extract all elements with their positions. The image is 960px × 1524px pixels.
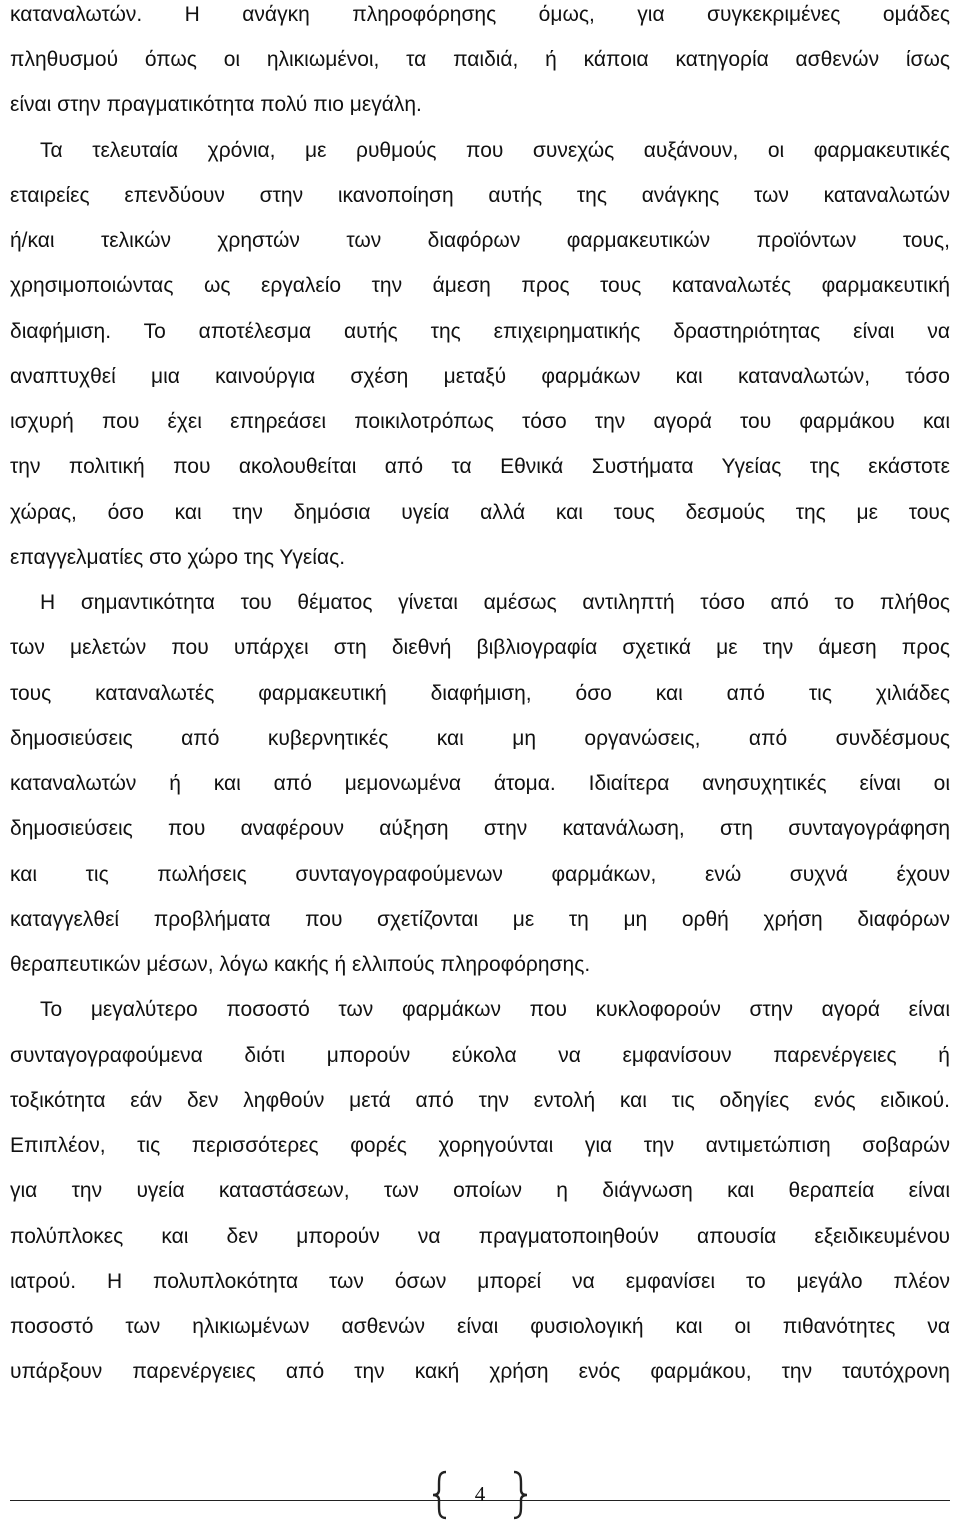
text-line: για την υγεία καταστάσεων, των οποίων η διάγνωση και θεραπεία είναι	[10, 1179, 950, 1202]
text-line: επαγγελματίες στο χώρο της Υγείας.	[10, 546, 346, 569]
text-line: την πολιτική που ακολουθείται από τα Εθνικά Συστήματα Υγείας της εκάστοτε	[10, 455, 950, 478]
text-line: Επιπλέον, τις περισσότερες φορές χορηγούνται για την αντιμετώπιση σοβαρών	[10, 1134, 950, 1157]
text-line: ισχυρή που έχει επηρεάσει ποικιλοτρόπως τόσο την αγορά του φαρμάκου και	[10, 410, 950, 433]
text-line: τοξικότητα εάν δεν ληφθούν μετά από την εντολή και τις οδηγίες ενός ειδικού.	[10, 1089, 950, 1112]
paragraph-first-line: Τα τελευταία χρόνια, με ρυθμούς που συνεχώς αυξάνουν, οι φαρμακευτικές	[40, 139, 950, 162]
paragraph-first-line: Το μεγαλύτερο ποσοστό των φαρμάκων που κυκλοφορούν στην αγορά είναι	[40, 998, 950, 1021]
text-line: καταναλωτών ή και από μεμονωμένα άτομα. Ιδιαίτερα ανησυχητικές είναι οι	[10, 772, 950, 795]
text-line: των μελετών που υπάρχει στη διεθνή βιβλιογραφία σχετικά με την άμεση προς	[10, 636, 950, 659]
text-line: δημοσιεύσεις που αναφέρουν αύξηση στην κατανάλωση, στη συνταγογράφηση	[10, 817, 950, 840]
text-line: είναι στην πραγματικότητα πολύ πιο μεγάλη.	[10, 93, 422, 116]
text-line: ή/και τελικών χρηστών των διαφόρων φαρμακευτικών προϊόντων τους,	[10, 229, 950, 252]
text-line: καταναλωτών. Η ανάγκη πληροφόρησης όμως, για συγκεκριμένες ομάδες	[10, 3, 950, 26]
text-line: ιατρού. Η πολυπλοκότητα των όσων μπορεί να εμφανίσει το μεγάλο πλέον	[10, 1270, 950, 1293]
page-number: 4	[474, 1482, 486, 1506]
text-line: χώρας, όσο και την δημόσια υγεία αλλά και τους δεσμούς της με τους	[10, 501, 950, 524]
text-line: και τις πωλήσεις συνταγογραφούμενων φαρμάκων, ενώ συχνά έχουν	[10, 863, 950, 886]
text-line: θεραπευτικών μέσων, λόγω κακής ή ελλιπούς πληροφόρησης.	[10, 953, 591, 976]
paragraph-first-line: Η σημαντικότητα του θέματος γίνεται αμέσως αντιληπτή τόσο από το πλήθος	[40, 591, 950, 614]
text-line: δημοσιεύσεις από κυβερνητικές και μη οργανώσεις, από συνδέσμους	[10, 727, 950, 750]
text-line: διαφήμιση. Το αποτέλεσμα αυτής της επιχειρηματικής δραστηριότητας είναι να	[10, 320, 950, 343]
right-brace-icon	[508, 1470, 530, 1520]
text-line: εταιρείες επενδύουν στην ικανοποίηση αυτής της ανάγκης των καταναλωτών	[10, 184, 950, 207]
text-line: αναπτυχθεί μια καινούργια σχέση μεταξύ φαρμάκων και καταναλωτών, τόσο	[10, 365, 950, 388]
text-line: τους καταναλωτές φαρμακευτική διαφήμιση, όσο και από τις χιλιάδες	[10, 682, 950, 705]
text-line: καταγγελθεί προβλήματα που σχετίζονται με τη μη ορθή χρήση διαφόρων	[10, 908, 950, 931]
text-line: υπάρξουν παρενέργειες από την κακή χρήση ενός φαρμάκου, την ταυτόχρονη	[10, 1360, 950, 1383]
text-line: πολύπλοκες και δεν μπορούν να πραγματοποιηθούν απουσία εξειδικευμένου	[10, 1225, 950, 1248]
page-footer	[10, 1464, 950, 1524]
left-brace-icon	[430, 1470, 452, 1520]
text-line: χρησιμοποιώντας ως εργαλείο την άμεση προς τους καταναλωτές φαρμακευτική	[10, 274, 950, 297]
text-line: ποσοστό των ηλικιωμένων ασθενών είναι φυσιολογική και οι πιθανότητες να	[10, 1315, 950, 1338]
text-line: πληθυσμού όπως οι ηλικιωμένοι, τα παιδιά, ή κάποια κατηγορία ασθενών ίσως	[10, 48, 950, 71]
text-line: συνταγογραφούμενα διότι μπορούν εύκολα να εμφανίσουν παρενέργειες ή	[10, 1044, 950, 1067]
